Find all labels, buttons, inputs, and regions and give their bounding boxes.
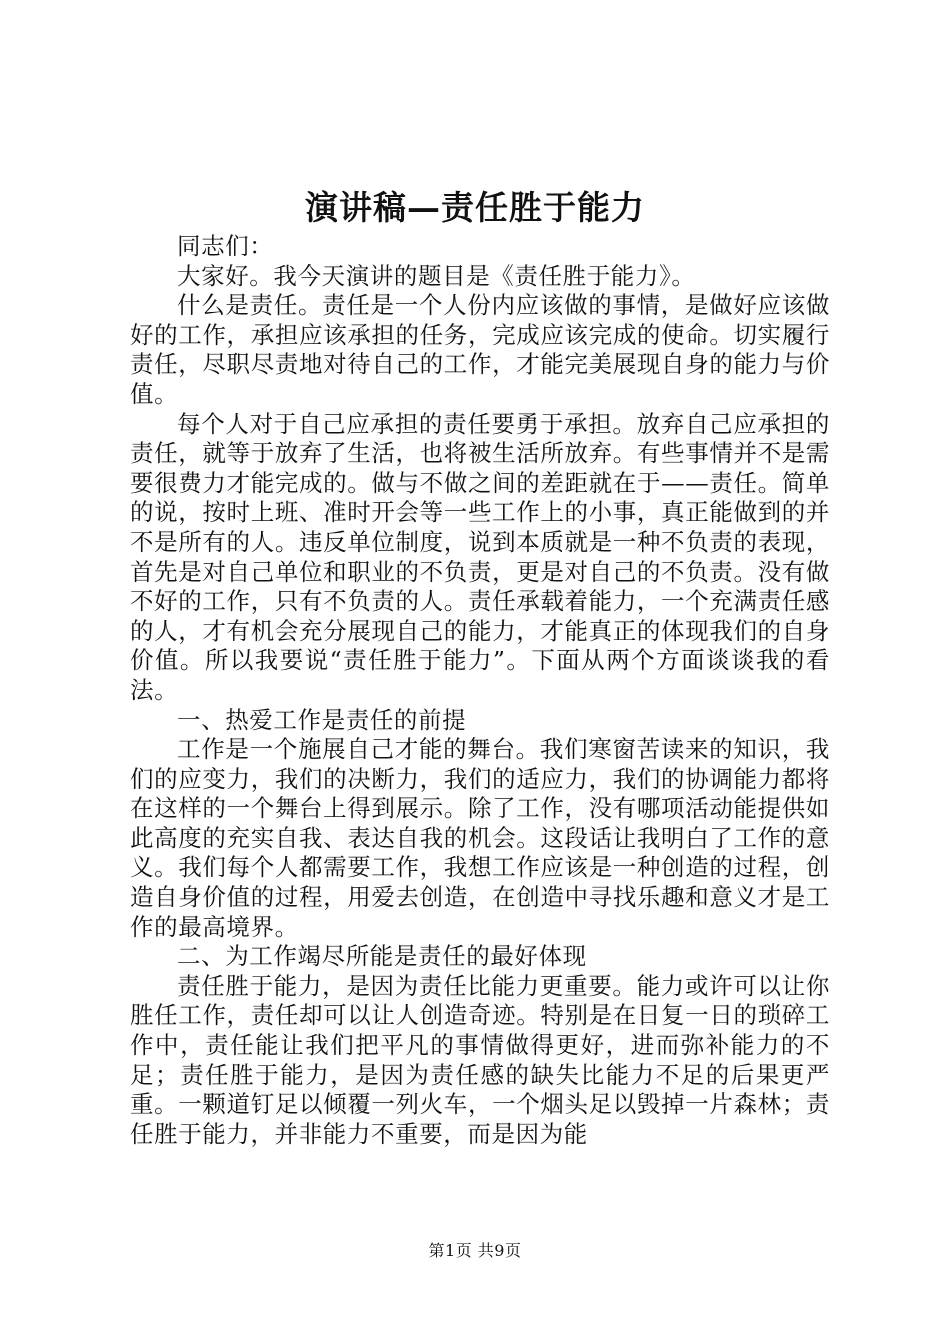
section-heading: 二、为工作竭尽所能是责任的最好体现 — [177, 942, 587, 971]
page-number-footer: 第1页 共9页 — [428, 1241, 522, 1260]
document-body — [130, 232, 830, 1149]
body-paragraph: 每个人对于自己应承担的责任要勇于承担。放弃自己应承担的责任，就等于放弃了生活，也将被生活所放弃。有些事情并不是需要很费力才能完成的。做与不做之间的差距就在于——责任。简单的说，按时上班、准时开会等一些工作上的小事，真正能做到的并不是所有的人。违反单位制度，说到本质就是一种不负责的表现，首先是对自己单位和职业的不负责，更是对自己的不负责。没有做不好的工作，只有不负责的人。责任承载着能力，一个充满责任感的人，才有机会充分展现自己的能力，才能真正的体现我们的自身价值。所以我要说“责任胜于能力”。下面从两个方面谈谈我的看法。 — [130, 409, 830, 704]
section-heading: 一、热爱工作是责任的前提 — [177, 705, 467, 734]
body-paragraph: 责任胜于能力，是因为责任比能力更重要。能力或许可以让你胜任工作，责任却可以让人创造奇迹。特别是在日复一日的琐碎工作中，责任能让我们把平凡的事情做得更好，进而弥补能力的不足；责任胜于能力，是因为责任感的缺失比能力不足的后果更严重。一颗道钉足以倾覆一列火车，一个烟头足以毁掉一片森林；责任胜于能力，并非能力不重要，而是因为能 — [130, 971, 830, 1148]
document-title: 演讲稿—责任胜于能力 — [305, 188, 645, 227]
body-paragraph: 什么是责任。责任是一个人份内应该做的事情，是做好应该做好的工作，承担应该承担的任务，完成应该完成的使命。切实履行责任，尽职尽责地对待自己的工作，才能完美展现自身的能力与价值。 — [130, 291, 830, 408]
greeting-paragraph: 大家好。我今天演讲的题目是《责任胜于能力》。 — [177, 261, 696, 290]
body-paragraph: 工作是一个施展自己才能的舞台。我们寒窗苦读来的知识，我们的应变力，我们的决断力，我们的适应力，我们的协调能力都将在这样的一个舞台上得到展示。除了工作，没有哪项活动能提供如此高度的充实自我、表达自我的机会。这段话让我明白了工作的意义。我们每个人都需要工作，我想工作应该是一种创造的过程，创造自身价值的过程，用爱去创造，在创造中寻找乐趣和意义才是工作的最高境界。 — [130, 735, 830, 941]
salutation-paragraph: 同志们： — [177, 232, 274, 260]
